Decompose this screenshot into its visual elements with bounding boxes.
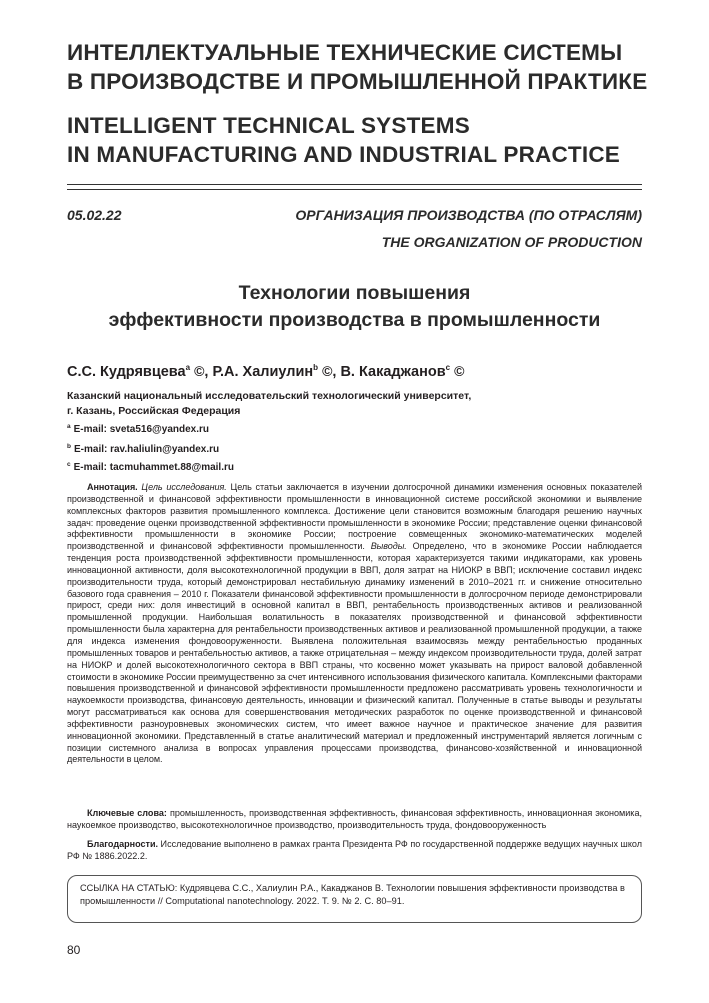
email-affil-mark: b — [67, 443, 71, 450]
section-title-ru: ОРГАНИЗАЦИЯ ПРОИЗВОДСТВА (ПО ОТРАСЛЯМ) — [295, 207, 642, 223]
journal-title-en-line1: INTELLIGENT TECHNICAL SYSTEMS — [67, 113, 470, 138]
email-text[interactable]: E-mail: sveta516@yandex.ru — [73, 424, 209, 435]
affiliation-line2: г. Казань, Российская Федерация — [67, 404, 241, 417]
abstract-findings-text: Определено, что в экономике России наблюдается тенденция роста производственной эффективности промышленности, которая характеризуется такими индикаторами, как уровень инновационной активности, доля высокотехнологичной продукции в ВВП, доля затрат на НИОКР в ВВП; исключение составил индекс производительности труда, который демонстрировал нестабильную динамику изменений в 2010–2021 гг. и снижение относительно базового года сравнения – 2010 г. Показатели финансовой эффективности промышленности в долгосрочном периоде демонстрировали прирост, среди них: доля инвестиций в основной капитал в ВВП, рентабельность производственных активов и реализованной промышленной продукции. Наибольшая волатильность в показателях производственной и финансовой эффективности промышленности была характерна для рентабельности производственных активов и реализованной промышленной продукции, а также для индекса изменения фондовооруженности. Выявлена положительная взаимосвязь между рентабельностью проданных промышленных товаров и рентабельностью активов, а также отрицательная – между индексом производительности труда, долей затрат на НИОКР и долей высокотехнологичного сектора в ВВП страны, что косвенно может указывать на прирост валовой добавленной стоимости в экономике России преимущественно за счет интенсивного использования физического капитала. Комплексными факторами повышения производственной и финансовой эффективности промышленности предложено рассматривать уровень технологичности и наукоемкости производства, финансовую деятельность, инновации и физический капитал. Полученные в статье выводы и результаты могут рассматриваться как основа для совершенствования методических разработок по оценке производственной и финансовой эффективности разноуровневых экономических систем, что имеет важное научное и практическое значение для развития инновационной экономики. Представленный в статье аналитический материал и предложенный инструментарий является логичным с позиции системного анализа в вопросах управления процессами производства, финансово-хозяйственной и инновационной деятельности в целом. — [67, 541, 642, 765]
orcid-icon[interactable]: © — [454, 363, 465, 379]
acknowledgement-label: Благодарности. — [87, 839, 159, 849]
author-email — [67, 443, 219, 455]
author-name: С.С. Кудрявцева — [67, 364, 186, 380]
email-text[interactable]: E-mail: rav.haliulin@yandex.ru — [73, 444, 220, 455]
journal-title-ru — [67, 38, 667, 96]
author-separator: , — [332, 364, 337, 380]
email-affil-mark: a — [67, 423, 71, 430]
citation-text: ССЫЛКА НА СТАТЬЮ: Кудрявцева С.С., Халиулин Р.А., Какаджанов В. Технологии повышения эффективности производства в промышленности // Computational nanotechnology. 2022. Т. 9. № 2. С. 80–91. — [80, 883, 625, 906]
article-title-line2: эффективности производства в промышленности — [108, 309, 601, 331]
publication-date: 05.02.22 — [67, 207, 122, 223]
author-email — [67, 461, 234, 473]
abstract-findings-label: Выводы. — [370, 541, 407, 552]
affiliation-line1: Казанский национальный исследовательский технологический университет, — [67, 390, 472, 402]
abstract-aim-text: Цель статьи заключается в изучении долгосрочной динамики изменения основных показателей производственной и финансовой эффективности промышленности в инновационной системе российской экономики и выявление комплексных факторов развития промышленного комплекса. Достижение цели становится возможным благодаря решению научных задач: проведение оценки производственной эффективности промышленности в экономике России; представление оценки финансовой эффективности промышленности в экономике России; построение совмещенных экономико-математических моделей производственной и финансовой эффективности промышленности. — [67, 482, 642, 552]
author-affil-mark: b — [313, 363, 319, 372]
author-name: В. Какаджанов — [340, 364, 446, 380]
keywords-label: Ключевые слова: — [87, 808, 167, 818]
keywords — [67, 808, 642, 832]
header-divider-top — [67, 184, 642, 185]
orcid-icon[interactable]: © — [194, 363, 205, 379]
acknowledgement — [67, 839, 642, 863]
author-email — [67, 423, 209, 435]
author-list — [67, 363, 464, 380]
keywords-text: промышленность, производственная эффективность, финансовая эффективность, инновационная экономика, наукоемкое производство, высокотехнологичное производство, производительность труда, фондовооруженность — [67, 808, 642, 830]
journal-title-en — [67, 111, 667, 169]
email-affil-mark: c — [67, 461, 71, 468]
article-title — [67, 280, 642, 334]
author-affil-mark: a — [185, 363, 191, 372]
affiliation — [67, 389, 627, 418]
author-separator: , — [204, 364, 209, 380]
orcid-icon[interactable]: © — [322, 363, 333, 379]
acknowledgement-text: Исследование выполнено в рамках гранта Президента РФ по государственной поддержке ведущих научных школ РФ № 1886.2022.2. — [67, 839, 642, 861]
author-affil-mark: c — [445, 363, 451, 372]
journal-title-ru-line1: ИНТЕЛЛЕКТУАЛЬНЫЕ ТЕХНИЧЕСКИЕ СИСТЕМЫ — [67, 40, 623, 65]
abstract — [67, 482, 642, 766]
email-text[interactable]: E-mail: tacmuhammet.88@mail.ru — [73, 462, 234, 473]
article-title-line1: Технологии повышения — [238, 282, 471, 304]
author-name: Р.А. Халиулин — [212, 364, 314, 380]
abstract-aim-label: Цель исследования. — [141, 482, 227, 492]
page-number: 80 — [67, 943, 81, 957]
abstract-label: Аннотация. — [87, 482, 138, 492]
section-title-en: THE ORGANIZATION OF PRODUCTION — [381, 234, 642, 250]
citation-box — [67, 875, 642, 923]
header-divider-bottom — [67, 189, 642, 190]
journal-title-ru-line2: В ПРОИЗВОДСТВЕ И ПРОМЫШЛЕННОЙ ПРАКТИКЕ — [67, 69, 648, 94]
journal-title-en-line2: IN MANUFACTURING AND INDUSTRIAL PRACTICE — [67, 142, 620, 167]
